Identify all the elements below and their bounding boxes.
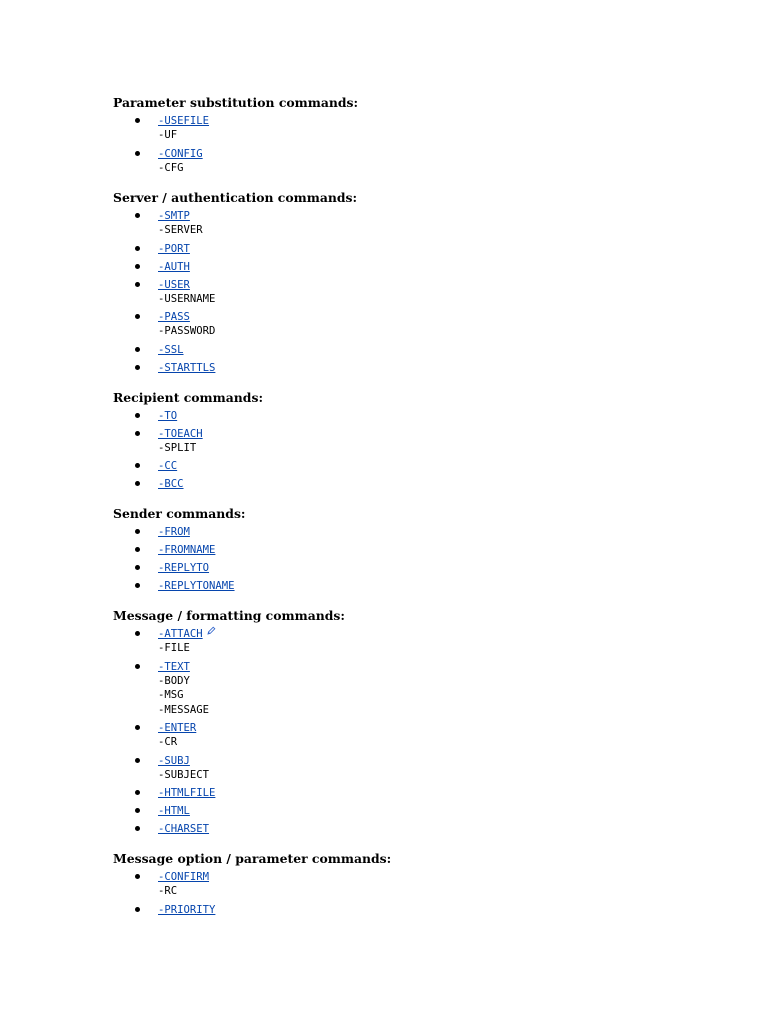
command-link-confirm[interactable]: -CONFIRM [158,871,210,883]
command-list [113,112,733,175]
bullet-icon [135,664,140,669]
command-alias: -FILE [158,642,190,654]
command-link-attach[interactable]: -ATTACH [158,628,203,640]
bullet-icon [135,583,140,588]
bullet-icon [135,565,140,570]
bullet-icon [135,365,140,370]
command-alias: -BODY [158,674,190,687]
command-line [158,577,733,593]
bullet-icon [135,347,140,352]
command-link-ssl[interactable]: -SSL [158,343,184,356]
command-link-priority[interactable]: -PRIORITY [158,903,216,916]
command-link-enter[interactable]: -ENTER [158,722,197,734]
command-link-auth[interactable]: -AUTH [158,260,190,273]
list-item [113,341,733,357]
bullet-icon [135,314,140,319]
list-item [113,658,733,718]
bullet-icon [135,631,140,636]
command-alias: -MSG [158,689,184,701]
command-line [158,207,733,223]
command-link-config[interactable]: -CONFIG [158,147,203,160]
list-item [113,112,733,143]
section-server-authentication-commands [113,190,733,375]
list-item [113,901,733,917]
command-line [158,523,733,539]
command-link-toeach[interactable]: -TOEACH [158,427,203,440]
command-line [158,359,733,375]
list-item [113,258,733,274]
command-line [158,820,733,836]
bullet-icon [135,213,140,218]
bullet-icon [135,758,140,763]
list-item [113,719,733,750]
command-alias: -PASSWORD [158,325,216,337]
command-link-bcc[interactable]: -BCC [158,478,184,490]
bullet-icon [135,151,140,156]
command-line [158,625,733,641]
list-item [113,752,733,783]
section-heading: Recipient commands: [113,389,264,405]
command-line [158,425,733,441]
command-link-replyto[interactable]: -REPLYTO [158,562,210,574]
command-line [158,276,733,292]
section-heading: Message / formatting commands: [113,608,345,623]
bullet-icon [135,264,140,269]
list-item [113,145,733,176]
command-line [158,258,733,274]
command-alias: -SPLIT [158,441,197,454]
section-heading: Sender commands: [113,506,246,521]
command-line [158,868,733,884]
command-link-port[interactable]: -PORT [158,242,190,255]
list-item [113,868,733,899]
command-alias: -MESSAGE [158,703,210,716]
command-line [158,901,733,917]
section-heading: Message option / parameter commands: [113,851,392,866]
command-alias: -RC [158,885,178,897]
bullet-icon [135,246,140,251]
list-item [113,475,733,491]
section-parameter-substitution-commands [113,95,733,175]
command-reference [113,95,733,932]
command-alias: -CR [158,736,178,748]
command-link-smtp[interactable]: -SMTP [158,210,190,222]
list-item [113,625,733,656]
list-item [113,784,733,800]
command-line [158,658,733,674]
command-link-from[interactable]: -FROM [158,526,190,538]
command-list [113,207,733,375]
list-item [113,820,733,836]
section-recipient-commands [113,390,733,492]
command-alias: -SERVER [158,224,203,236]
command-link-starttls[interactable]: -STARTTLS [158,361,216,374]
list-item [113,425,733,456]
command-line [158,559,733,575]
bullet-icon [135,282,140,287]
command-line [158,341,733,357]
list-item [113,308,733,339]
list-item [113,577,733,593]
command-link-htmlfile[interactable]: -HTMLFILE [158,787,216,799]
list-item [113,457,733,473]
command-line [158,752,733,768]
list-item [113,523,733,539]
command-link-replytoname[interactable]: -REPLYTONAME [158,580,235,592]
command-line [158,308,733,324]
command-line [158,145,733,161]
bullet-icon [135,431,140,436]
command-list [113,407,733,492]
list-item [113,541,733,557]
bullet-icon [135,826,140,831]
list-item [113,276,733,307]
command-link-html[interactable]: -HTML [158,805,190,817]
command-line [158,240,733,256]
command-link-usefile[interactable]: -USEFILE [158,115,210,127]
command-list [113,868,733,917]
bullet-icon [135,808,140,813]
bullet-icon [135,529,140,534]
list-item [113,207,733,238]
list-item [113,240,733,256]
command-alias: -SUBJECT [158,768,210,781]
list-item [113,559,733,575]
command-link-cc[interactable]: -CC [158,460,178,472]
command-link-charset[interactable]: -CHARSET [158,823,210,835]
section-message-formatting-commands [113,608,733,836]
bullet-icon [135,790,140,795]
command-link-text[interactable]: -TEXT [158,660,190,673]
command-line [158,457,733,473]
list-item [113,407,733,423]
command-link-subj[interactable]: -SUBJ [158,754,190,767]
section-message-option-parameter-commands [113,851,733,917]
command-line [158,112,733,128]
section-heading: Parameter substitution commands: [113,95,359,110]
bullet-icon [135,547,140,552]
command-link-user[interactable]: -USER [158,278,190,291]
pencil-icon[interactable] [207,626,216,635]
command-line [158,407,733,423]
bullet-icon [135,413,140,418]
section-sender-commands [113,506,733,593]
command-link-to[interactable]: -TO [158,409,178,422]
command-line [158,784,733,800]
bullet-icon [135,118,140,123]
command-line [158,719,733,735]
bullet-icon [135,907,140,912]
command-alias: -CFG [158,161,184,174]
section-heading: Server / authentication commands: [113,190,358,205]
command-list [113,625,733,836]
command-line [158,802,733,818]
command-alias: -USERNAME [158,292,216,305]
bullet-icon [135,481,140,486]
command-link-pass[interactable]: -PASS [158,311,190,323]
bullet-icon [135,874,140,879]
command-alias: -UF [158,129,178,141]
list-item [113,359,733,375]
command-line [158,475,733,491]
command-link-fromname[interactable]: -FROMNAME [158,544,216,556]
command-list [113,523,733,593]
list-item [113,802,733,818]
bullet-icon [135,463,140,468]
bullet-icon [135,725,140,730]
command-line [158,541,733,557]
